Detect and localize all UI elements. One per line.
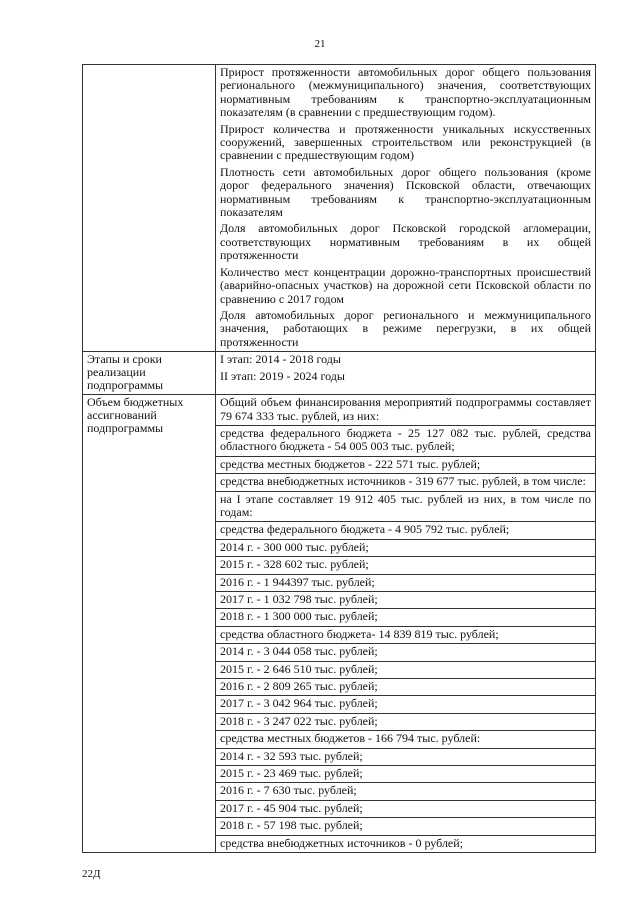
budget-item: Общий объем финансирования мероприятий подпрограммы составляет 79 674 333 тыс. рублей, из них: <box>216 395 595 426</box>
budget-item: 2017 г. - 3 042 964 тыс. рублей; <box>216 696 595 713</box>
indicators-row <box>83 65 596 352</box>
budget-item: средства федерального бюджета - 4 905 792 тыс. рублей; <box>216 522 595 539</box>
budget-cell <box>216 395 596 853</box>
budget-item: средства местных бюджетов - 166 794 тыс. рублей: <box>216 731 595 748</box>
budget-item: средства областного бюджета- 14 839 819 тыс. рублей; <box>216 627 595 644</box>
budget-item: 2014 г. - 32 593 тыс. рублей; <box>216 749 595 766</box>
budget-item: 2016 г. - 2 809 265 тыс. рублей; <box>216 679 595 696</box>
page-number: 21 <box>314 38 326 50</box>
passport-table <box>82 64 596 853</box>
budget-item: 2018 г. - 1 300 000 тыс. рублей; <box>216 609 595 626</box>
budget-label: Объем бюджетных ассигнований подпрограммы <box>83 395 216 853</box>
budget-item: 2018 г. - 57 198 тыс. рублей; <box>216 818 595 835</box>
budget-row <box>83 395 596 853</box>
stages-row <box>83 352 596 395</box>
budget-item: 2017 г. - 1 032 798 тыс. рублей; <box>216 592 595 609</box>
budget-item: 2016 г. - 7 630 тыс. рублей; <box>216 783 595 800</box>
indicators-label-cell <box>83 65 216 352</box>
budget-item: на I этапе составляет 19 912 405 тыс. рублей из них, в том числе по годам: <box>216 492 595 523</box>
stages-label: Этапы и сроки реализации подпрограммы <box>83 352 216 395</box>
budget-item: 2015 г. - 2 646 510 тыс. рублей; <box>216 662 595 679</box>
budget-item: 2015 г. - 23 469 тыс. рублей; <box>216 766 595 783</box>
indicator-text: Количество мест концентрации дорожно-транспортных происшествий (аварийно-опасных участков) на дорожной сети Псковской области по сравнению с 2017 годом <box>220 264 591 306</box>
budget-item: 2018 г. - 3 247 022 тыс. рублей; <box>216 714 595 731</box>
footer-code: 22Д <box>82 868 101 880</box>
budget-item: 2014 г. - 300 000 тыс. рублей; <box>216 540 595 557</box>
indicator-text: Доля автомобильных дорог Псковской городской агломерации, соответствующих нормативным требованиям в их общей протяженности <box>220 221 591 263</box>
indicator-text: Прирост количества и протяженности уникальных искусственных сооружений, завершенных строительством или реконструкцией (в сравнении с предшествующим годом) <box>220 121 591 163</box>
indicator-text: Плотность сети автомобильных дорог общего пользования (кроме дорог федерального значения) Псковской области, отвечающих нормативным требованиям к транспортно-эксплуатационным показателям <box>220 164 591 220</box>
budget-item: 2015 г. - 328 602 тыс. рублей; <box>216 557 595 574</box>
stage-item: II этап: 2019 - 2024 годы <box>220 368 345 383</box>
indicator-text: Прирост протяженности автомобильных дорог общего пользования регионального (межмуниципального) значения, соответствующих нормативным требованиям к транспортно-эксплуатационным показателям (в сравнении с предшествующим годом). <box>220 65 591 120</box>
stage-item: I этап: 2014 - 2018 годы <box>220 352 341 367</box>
budget-item: средства внебюджетных источников - 319 677 тыс. рублей, в том числе: <box>216 474 595 491</box>
budget-item: средства федерального бюджета - 25 127 082 тыс. рублей, средства областного бюджета - 54 005 003 тыс. рублей; <box>216 426 595 457</box>
budget-item: 2017 г. - 45 904 тыс. рублей; <box>216 801 595 818</box>
budget-item: 2014 г. - 3 044 058 тыс. рублей; <box>216 644 595 661</box>
stages-cell <box>216 352 596 395</box>
budget-item: средства местных бюджетов - 222 571 тыс. рублей; <box>216 457 595 474</box>
budget-item: 2016 г. - 1 944397 тыс. рублей; <box>216 575 595 592</box>
indicator-text: Доля автомобильных дорог регионального и межмуниципального значения, работающих в режиме перегрузки, в их общей протяженности <box>220 307 591 349</box>
indicators-cell <box>216 65 596 352</box>
budget-item: средства внебюджетных источников - 0 рублей; <box>220 835 464 850</box>
